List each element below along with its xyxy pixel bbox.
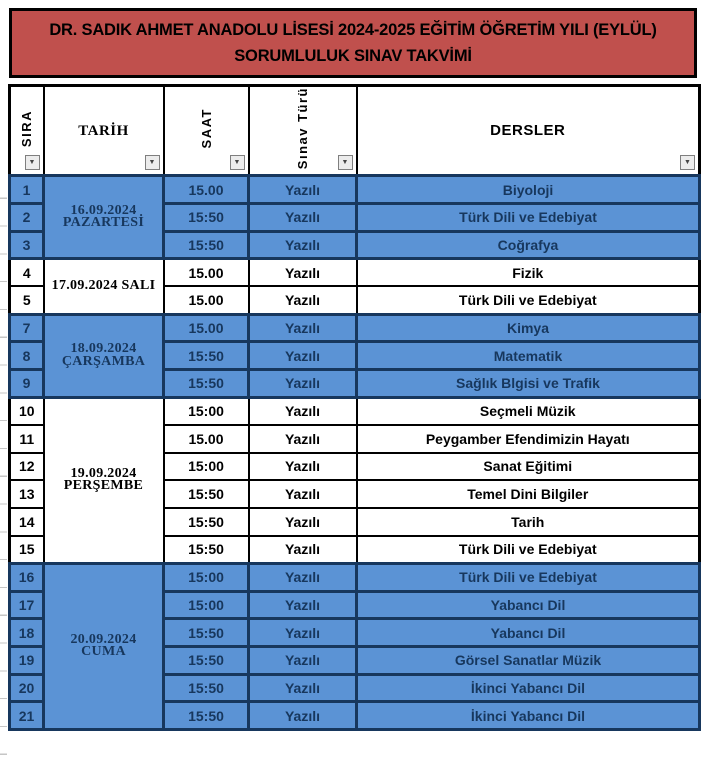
- exam-type-cell: Yazılı: [249, 176, 357, 204]
- exam-type-cell: Yazılı: [249, 508, 357, 536]
- time-cell: 15:00: [164, 591, 249, 619]
- course-cell: Türk Dili ve Edebiyat: [357, 536, 700, 564]
- time-cell: 15:50: [164, 508, 249, 536]
- course-cell: Matematik: [357, 342, 700, 370]
- course-cell: Sağlık Blgisi ve Trafik: [357, 370, 700, 398]
- course-cell: Tarih: [357, 508, 700, 536]
- sira-cell: 20: [10, 674, 44, 702]
- table-row: [10, 397, 700, 425]
- time-cell: 15:50: [164, 342, 249, 370]
- time-cell: 15:50: [164, 480, 249, 508]
- time-cell: 15:00: [164, 563, 249, 591]
- sira-cell: 8: [10, 342, 44, 370]
- date-line: PAZARTESİ: [62, 215, 145, 231]
- sira-cell: 7: [10, 314, 44, 342]
- sira-cell: 14: [10, 508, 44, 536]
- sira-cell: 5: [10, 286, 44, 314]
- course-cell: Sanat Eğitimi: [357, 453, 700, 481]
- course-cell: Yabancı Dil: [357, 591, 700, 619]
- column-header-tarih-label: TARİH: [78, 122, 129, 139]
- sira-cell: 21: [10, 702, 44, 730]
- date-line: 20.09.2024 CUMA: [70, 631, 137, 660]
- column-header-dersler: [357, 86, 700, 176]
- column-header-saat: [164, 86, 249, 176]
- sira-cell: 18: [10, 619, 44, 647]
- date-cell: [44, 563, 164, 729]
- filter-button-saat[interactable]: [230, 155, 245, 170]
- exam-type-cell: Yazılı: [249, 646, 357, 674]
- date-cell: [44, 397, 164, 563]
- sira-cell: 19: [10, 646, 44, 674]
- time-cell: 15:00: [164, 453, 249, 481]
- header-row: [10, 86, 700, 176]
- filter-dropdown-icon: ▼: [341, 159, 349, 167]
- exam-type-cell: Yazılı: [249, 314, 357, 342]
- time-cell: 15.00: [164, 259, 249, 287]
- exam-type-cell: Yazılı: [249, 342, 357, 370]
- table-row: [10, 314, 700, 342]
- sira-cell: 12: [10, 453, 44, 481]
- date-line: 16.09.2024: [70, 202, 137, 218]
- exam-type-cell: Yazılı: [249, 259, 357, 287]
- exam-type-cell: Yazılı: [249, 397, 357, 425]
- time-cell: 15:50: [164, 619, 249, 647]
- course-cell: Seçmeli Müzik: [357, 397, 700, 425]
- course-cell: Kimya: [357, 314, 700, 342]
- column-header-dersler-label: DERSLER: [490, 121, 566, 139]
- exam-type-cell: Yazılı: [249, 370, 357, 398]
- filter-button-dersler[interactable]: [680, 155, 695, 170]
- course-cell: Yabancı Dil: [357, 619, 700, 647]
- date-line: PERŞEMBE: [63, 478, 144, 494]
- date-line: ÇARŞAMBA: [61, 353, 146, 369]
- title-banner: [9, 8, 697, 78]
- date-line: 17.09.2024 SALI: [51, 278, 156, 294]
- title-line-2: SORUMLULUK SINAV TAKVİMİ: [234, 46, 472, 65]
- sira-cell: 3: [10, 231, 44, 259]
- title-line-1: DR. SADIK AHMET ANADOLU LİSESİ 2024-2025 EĞİTİM ÖĞRETİM YILI (EYLÜL): [49, 20, 657, 39]
- time-cell: 15:50: [164, 370, 249, 398]
- time-cell: 15:50: [164, 203, 249, 231]
- exam-type-cell: Yazılı: [249, 563, 357, 591]
- sira-cell: 4: [10, 259, 44, 287]
- sira-cell: 16: [10, 563, 44, 591]
- time-cell: 15:50: [164, 646, 249, 674]
- sira-cell: 10: [10, 397, 44, 425]
- course-cell: İkinci Yabancı Dil: [357, 674, 700, 702]
- filter-dropdown-icon: ▼: [233, 159, 241, 167]
- date-cell: [44, 176, 164, 259]
- sira-cell: 17: [10, 591, 44, 619]
- sira-cell: 15: [10, 536, 44, 564]
- course-cell: Coğrafya: [357, 231, 700, 259]
- sira-cell: 1: [10, 176, 44, 204]
- filter-dropdown-icon: ▼: [28, 159, 36, 167]
- exam-type-cell: Yazılı: [249, 591, 357, 619]
- date-cell: [44, 259, 164, 314]
- course-cell: Fizik: [357, 259, 700, 287]
- filter-dropdown-icon: ▼: [684, 159, 691, 167]
- filter-button-tarih[interactable]: [145, 155, 160, 170]
- exam-type-cell: Yazılı: [249, 231, 357, 259]
- course-cell: Türk Dili ve Edebiyat: [357, 203, 700, 231]
- sira-cell: 13: [10, 480, 44, 508]
- time-cell: 15.00: [164, 286, 249, 314]
- time-cell: 15:50: [164, 674, 249, 702]
- time-cell: 15:00: [164, 397, 249, 425]
- table-row: [10, 176, 700, 204]
- exam-type-cell: Yazılı: [249, 425, 357, 453]
- column-header-sira: [10, 86, 44, 176]
- sira-cell: 9: [10, 370, 44, 398]
- time-cell: 15.00: [164, 176, 249, 204]
- date-line: 19.09.2024: [70, 465, 137, 481]
- table-row: [10, 259, 700, 287]
- course-cell: Türk Dili ve Edebiyat: [357, 563, 700, 591]
- exam-type-cell: Yazılı: [249, 203, 357, 231]
- exam-type-cell: Yazılı: [249, 286, 357, 314]
- exam-type-cell: Yazılı: [249, 674, 357, 702]
- time-cell: 15:50: [164, 231, 249, 259]
- column-header-sira-label: SIRA: [19, 109, 35, 147]
- time-cell: 15:50: [164, 536, 249, 564]
- sira-cell: 11: [10, 425, 44, 453]
- course-cell: Peygamber Efendimizin Hayatı: [357, 425, 700, 453]
- date-line: 18.09.2024: [70, 341, 137, 357]
- column-header-sinav-turu: [249, 86, 357, 176]
- course-cell: Biyoloji: [357, 176, 700, 204]
- exam-type-cell: Yazılı: [249, 619, 357, 647]
- course-cell: Türk Dili ve Edebiyat: [357, 286, 700, 314]
- sheet-gridlines: [0, 171, 7, 756]
- column-header-tarih: [44, 86, 164, 176]
- exam-type-cell: Yazılı: [249, 453, 357, 481]
- column-header-saat-label: SAAT: [198, 107, 214, 149]
- course-cell: Temel Dini Bilgiler: [357, 480, 700, 508]
- time-cell: 15.00: [164, 425, 249, 453]
- table-row: [10, 563, 700, 591]
- time-cell: 15.00: [164, 314, 249, 342]
- exam-schedule-table: [8, 84, 701, 731]
- time-cell: 15:50: [164, 702, 249, 730]
- sira-cell: 2: [10, 203, 44, 231]
- exam-type-cell: Yazılı: [249, 480, 357, 508]
- column-header-sinav-turu-label: Sınav Türü: [295, 87, 310, 170]
- exam-type-cell: Yazılı: [249, 702, 357, 730]
- date-cell: [44, 314, 164, 397]
- course-cell: Görsel Sanatlar Müzik: [357, 646, 700, 674]
- filter-dropdown-icon: ▼: [148, 159, 156, 167]
- filter-button-sira[interactable]: [25, 155, 40, 170]
- course-cell: İkinci Yabancı Dil: [357, 702, 700, 730]
- exam-type-cell: Yazılı: [249, 536, 357, 564]
- filter-button-sinav-turu[interactable]: [338, 155, 353, 170]
